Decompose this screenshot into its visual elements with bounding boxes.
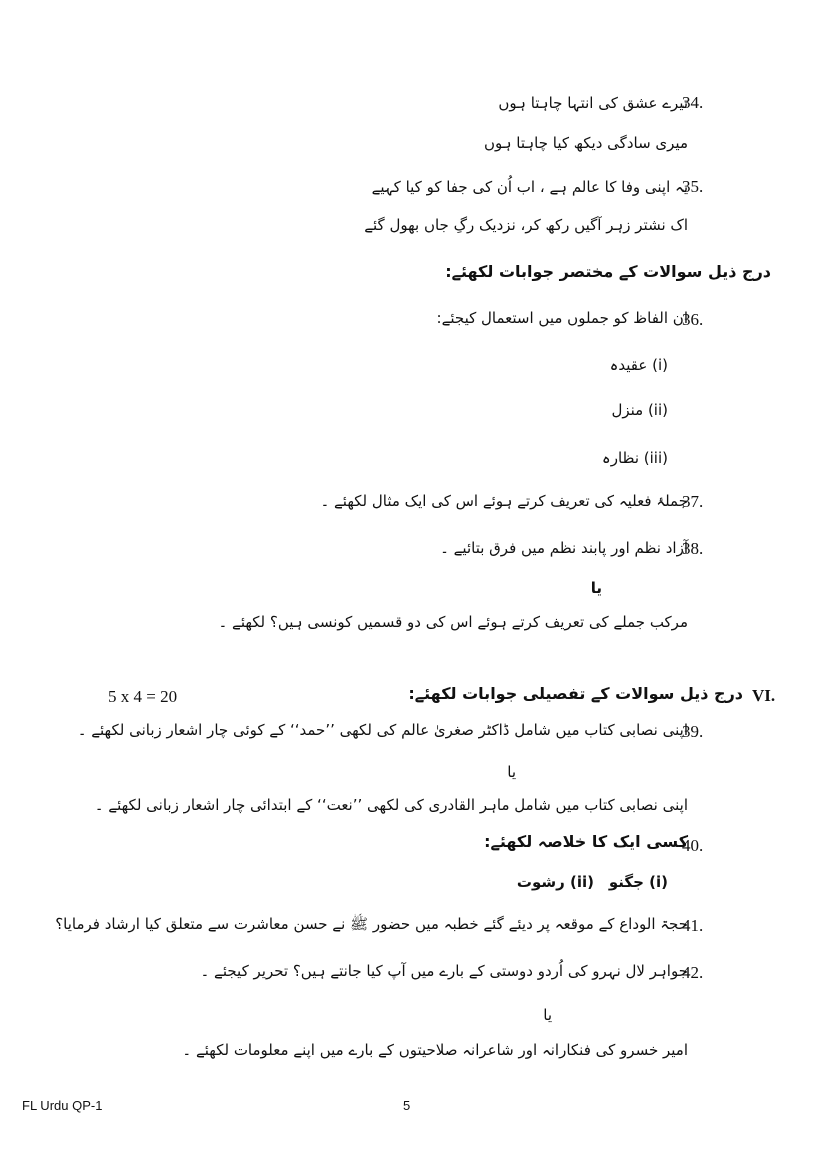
q35-line2: اک نشتر زہر آگیں رکھ کر، نزدیک رگِ جاں بھول گئے (364, 216, 688, 234)
q36-option-2: (ii) منزل (611, 401, 668, 419)
q41-number: 41. (682, 916, 704, 935)
q42-or: یا (543, 1006, 552, 1024)
q37-text: جملۂ فعلیہ کی تعریف کرتے ہوئے اس کی ایک مثال لکھئے ۔ (320, 492, 688, 510)
section-vi-marks: 5 x 4 = 20 (108, 687, 178, 706)
footer-page-number: 5 (403, 1098, 411, 1113)
q36-option-1: (i) عقیدہ (609, 356, 668, 374)
q42-alternative-text: امیر خسرو کی فنکارانہ اور شاعرانہ صلاحیتوں کے بارے میں اپنے معلومات لکھئے ۔ (182, 1041, 688, 1059)
q34-line1: تیرے عشق کی انتہا چاہتا ہوں (498, 94, 688, 112)
q35-number: 35. (682, 177, 704, 196)
q39-number: 39. (682, 722, 704, 741)
section-vi-roman: VI. (752, 686, 776, 705)
q42-text: جواہر لال نہرو کی اُردو دوستی کے بارے میں آپ کیا جانتے ہیں؟ تحریر کیجئے ۔ (200, 962, 688, 980)
q41-text: حجۃ الوداع کے موقعہ پر دیئے گئے خطبہ میں حضور ﷺ نے حسن معاشرت سے متعلق کیا ارشاد فرمایا؟ (55, 915, 688, 933)
q40-option-1: (i) جگنو (608, 873, 668, 891)
q34-number: 34. (682, 93, 704, 112)
q34-line2: میری سادگی دیکھ کیا چاہتا ہوں (483, 134, 688, 152)
q36-text: ان الفاظ کو جملوں میں استعمال کیجئے: (436, 309, 688, 327)
q38-number: 38. (682, 539, 704, 558)
q35-line1: یہ اپنی وفا کا عالم ہے ، اب اُن کی جفا کو کیا کہیے (371, 178, 688, 196)
q36-option-3: (iii) نظارہ (601, 449, 668, 467)
footer-paper-code: FL Urdu QP-1 (22, 1098, 103, 1113)
q37-number: 37. (682, 492, 704, 511)
q39-alternative-text: اپنی نصابی کتاب میں شامل ماہر القادری کی لکھی ’’نعت‘‘ کے ابتدائی چار اشعار زبانی لکھئے ۔ (94, 796, 688, 814)
q38-or: یا (590, 579, 602, 597)
q40-text: کسی ایک کا خلاصہ لکھئے: (484, 832, 688, 851)
q39-or: یا (507, 763, 516, 781)
q40-option-2: (ii) رشوت (516, 873, 594, 891)
q42-number: 42. (682, 963, 704, 982)
q39-text: اپنی نصابی کتاب میں شامل ڈاکٹر صغریٰ عالم کی لکھی ’’حمد‘‘ کے کوئی چار اشعار زبانی لکھئے ۔ (77, 721, 688, 739)
q40-number: 40. (682, 836, 704, 855)
q38-alternative-text: مرکب جملے کی تعریف کرتے ہوئے اس کی دو قسمیں کونسی ہیں؟ لکھئے ۔ (218, 613, 688, 631)
q36-number: 36. (682, 310, 704, 329)
q38-text: آزاد نظم اور پابند نظم میں فرق بتائیے ۔ (440, 539, 688, 557)
section-vi-heading: درج ذیل سوالات کے تفصیلی جوابات لکھئے: (408, 684, 743, 703)
section-short-answers-heading: درج ذیل سوالات کے مختصر جوابات لکھئے: (445, 262, 771, 281)
